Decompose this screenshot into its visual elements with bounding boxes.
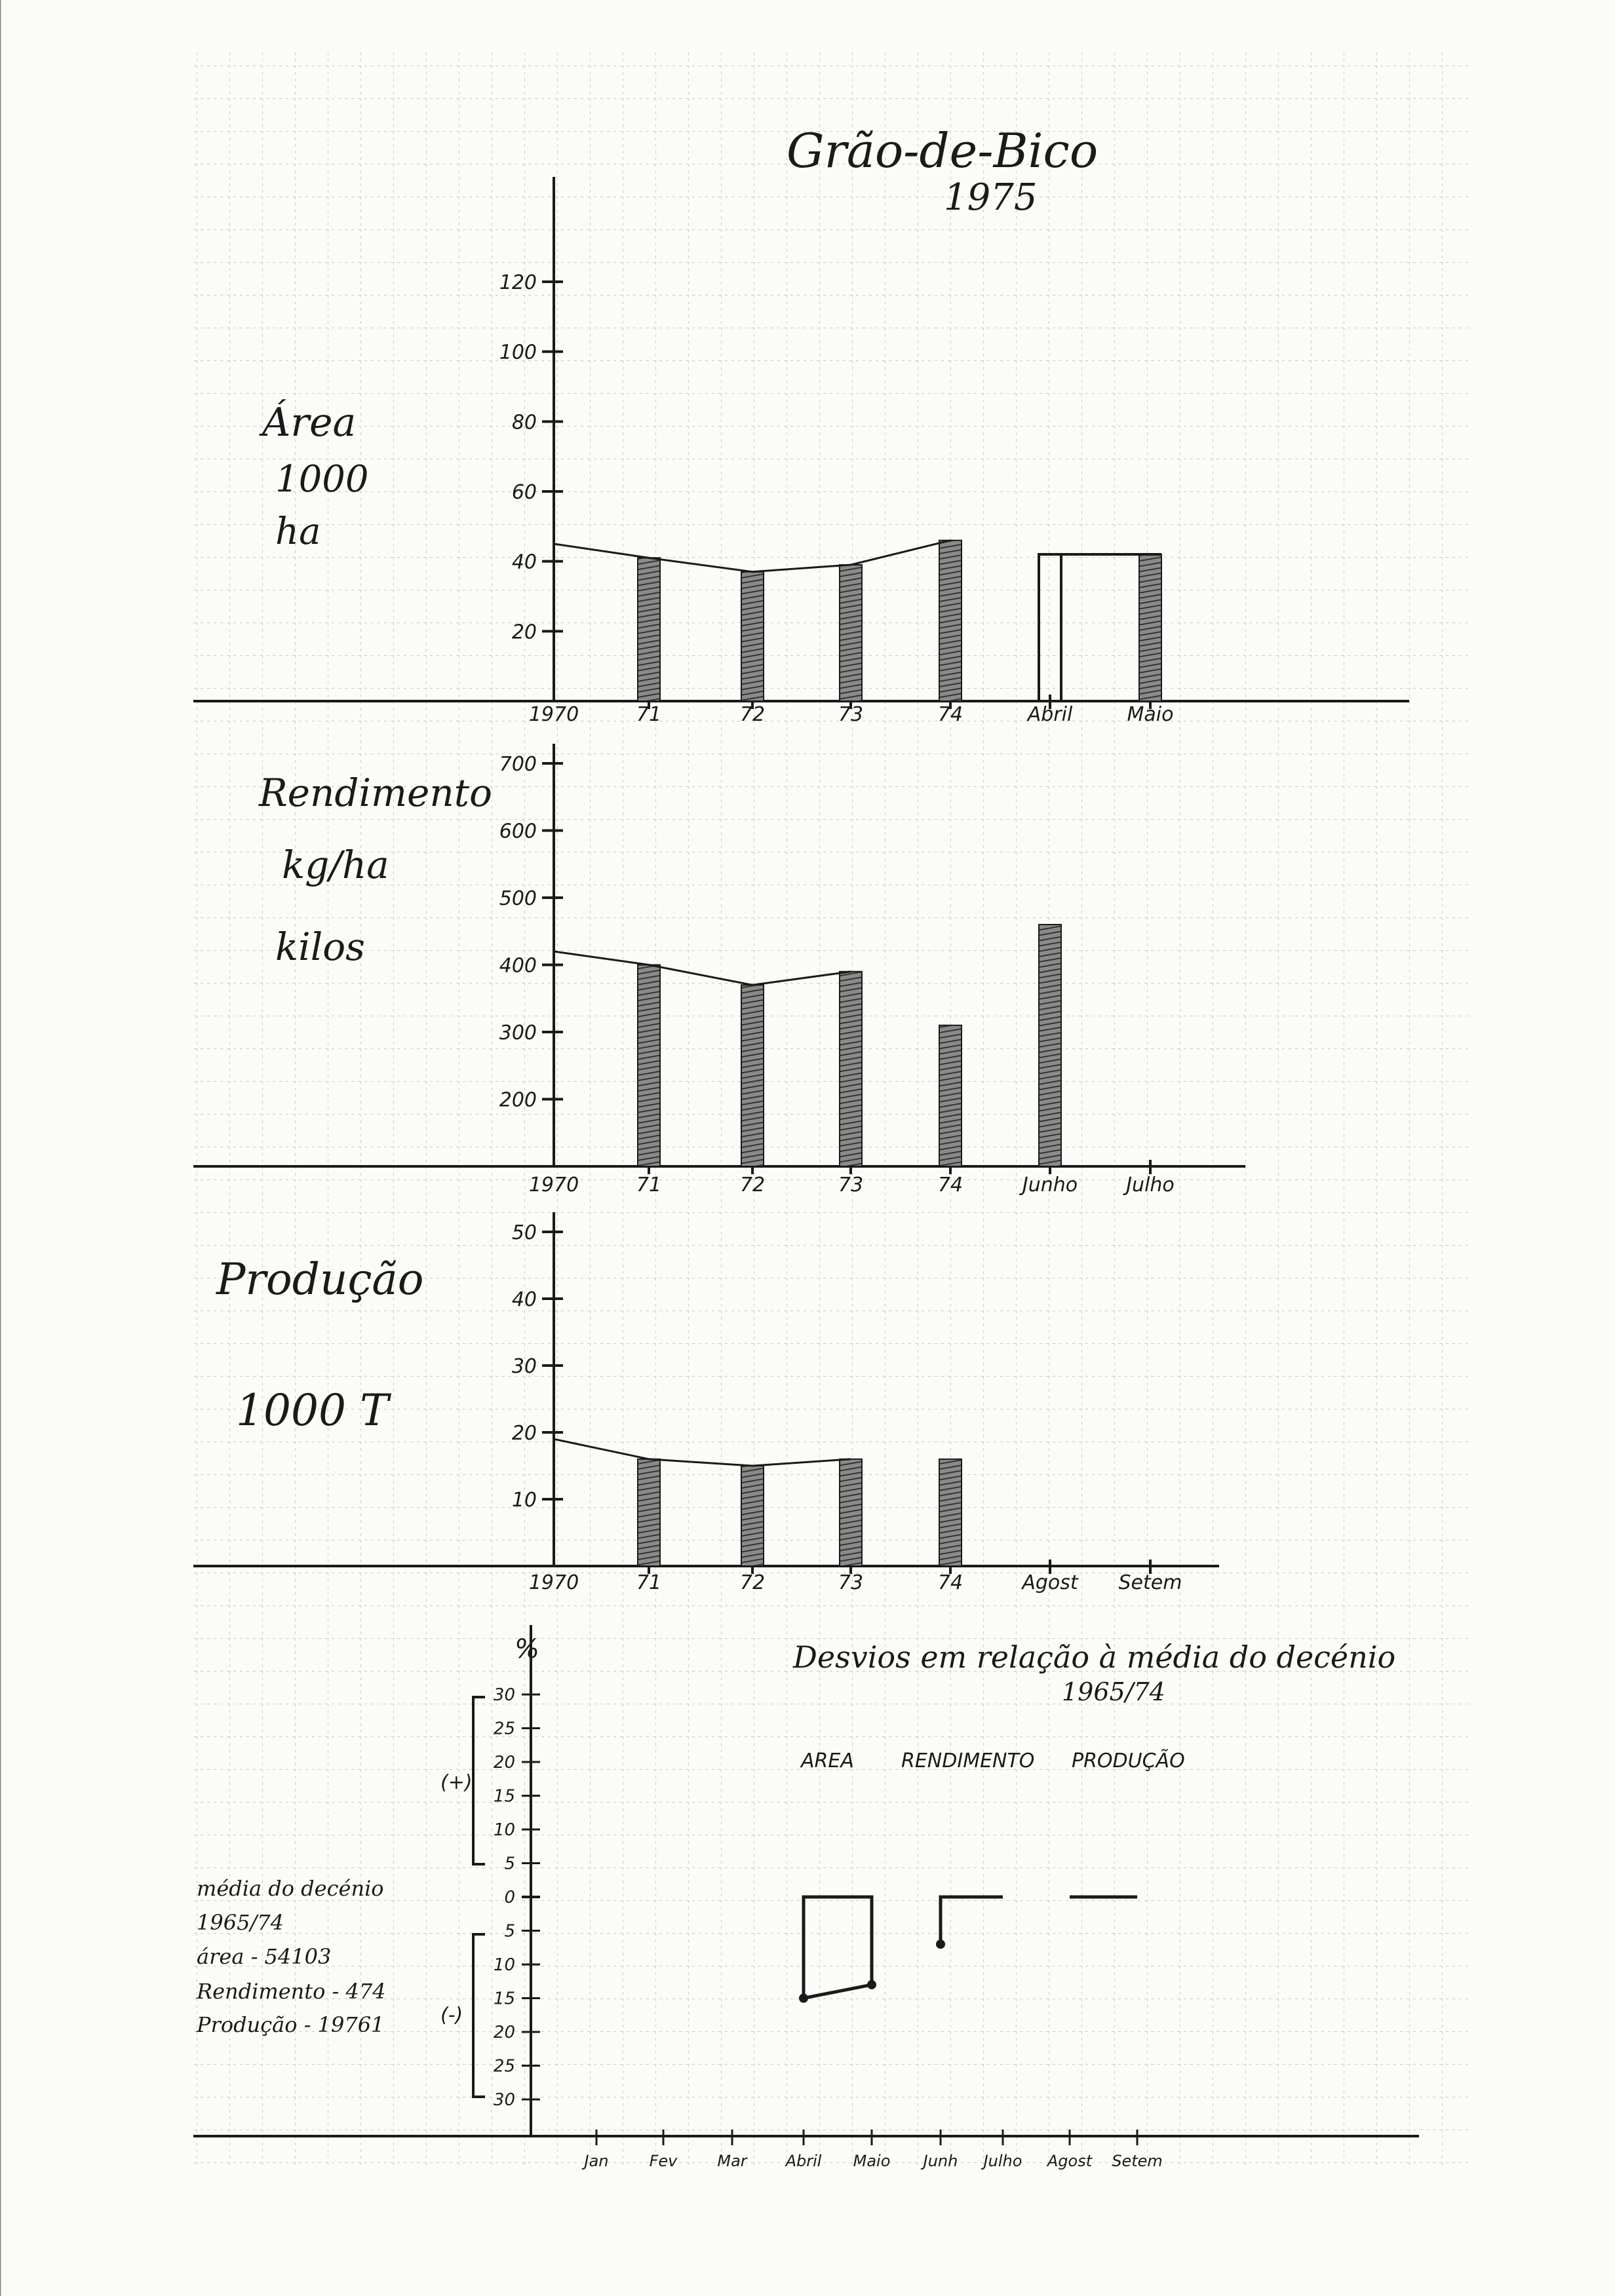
rendimento-y-tick-label: 300	[499, 1022, 537, 1044]
col-header-producao: PRODUÇÃO	[1072, 1750, 1185, 1772]
producao-x-tick-label: 71	[636, 1571, 662, 1594]
rendimento-bar	[1039, 925, 1061, 1166]
desvios-axis-unit: %	[515, 1634, 540, 1664]
note-line: 1965/74	[197, 1910, 284, 1935]
producao-x-tick-label: 73	[838, 1571, 864, 1594]
area-x-tick-label: 74	[937, 703, 963, 726]
rendimento-x-tick-label: 72	[739, 1174, 766, 1196]
area-y-tick-label: 60	[511, 481, 537, 504]
desvios-y-tick-label: 25	[493, 2056, 515, 2076]
rendimento-x-tick-label: 74	[937, 1174, 963, 1196]
desvios-x-tick-label: Mar	[717, 2152, 747, 2170]
note-line: Rendimento - 474	[197, 1979, 386, 2004]
producao-bar	[741, 1466, 764, 1566]
producao-y-tick-label: 30	[511, 1355, 537, 1378]
area-x-tick-label: 72	[739, 703, 766, 726]
area-x-tick-label: 73	[838, 703, 864, 726]
producao-y-tick-label: 40	[511, 1288, 537, 1311]
desvios-x-tick-label: Maio	[853, 2152, 891, 2170]
rendimento-bar	[840, 972, 862, 1166]
producao-y-tick-label: 20	[511, 1422, 537, 1445]
desvios-y-tick-label: 20	[493, 1753, 515, 1772]
note-line: área - 54103	[197, 1944, 332, 1969]
rendimento-y-tick-label: 700	[499, 753, 537, 776]
area-x-tick-label: Maio	[1127, 703, 1174, 726]
rendimento-x-tick-label: 1970	[528, 1174, 579, 1196]
producao-bar	[638, 1459, 660, 1566]
area-bar	[939, 541, 962, 701]
col-header-area: AREA	[801, 1750, 854, 1772]
rend-label-line: Rendimento	[259, 771, 492, 815]
page-title: Grão-de-Bico	[787, 123, 1099, 178]
desvios-y-tick-label: 10	[493, 1820, 515, 1840]
desvios-x-tick-label: Agost	[1047, 2152, 1093, 2170]
desvios-x-tick-label: Jan	[584, 2152, 609, 2170]
minus-bracket-label: (-)	[440, 2004, 463, 2027]
area-y-tick-label: 20	[511, 621, 537, 644]
desvios-y-tick-label: 15	[493, 1989, 515, 2009]
producao-y-tick-label: 10	[511, 1489, 537, 1512]
area-y-tick-label: 40	[511, 550, 537, 574]
rendimento-bar	[741, 985, 764, 1166]
desvios-point-rendimento	[936, 1940, 945, 1949]
page-year: 1975	[944, 176, 1038, 219]
desvios-y-tick-label: 25	[493, 1719, 515, 1739]
producao-x-tick-label: 74	[937, 1571, 963, 1594]
desvios-x-tick-label: Abril	[785, 2152, 822, 2170]
rendimento-y-tick-label: 500	[499, 887, 537, 910]
area-label-line: Área	[262, 400, 357, 446]
desvios-point-area	[799, 1994, 808, 2003]
area-y-tick-label: 120	[499, 271, 537, 294]
area-y-tick-label: 100	[499, 341, 537, 364]
area-label-line: ha	[275, 510, 321, 553]
graph-paper-grid	[190, 52, 1468, 2169]
producao-x-tick-label: Setem	[1118, 1571, 1182, 1594]
prod-label-line: 1000 T	[236, 1385, 389, 1436]
desvios-y-tick-label: 10	[493, 1955, 515, 1975]
producao-bar	[939, 1459, 962, 1566]
area-label-line: 1000	[275, 458, 369, 501]
desvios-point-area	[867, 1980, 876, 1989]
producao-x-tick-label: 1970	[528, 1571, 579, 1594]
rendimento-bar	[638, 965, 660, 1167]
col-header-rendimento: RENDIMENTO	[901, 1750, 1035, 1772]
rendimento-x-tick-label: Julho	[1126, 1174, 1175, 1196]
desvios-x-tick-label: Junh	[923, 2152, 958, 2170]
desvios-x-tick-label: Julho	[983, 2152, 1022, 2170]
area-x-tick-label: 71	[636, 703, 662, 726]
rendimento-y-tick-label: 200	[499, 1088, 537, 1112]
area-bar	[638, 558, 660, 701]
desvios-y-tick-label: 30	[493, 2090, 515, 2110]
note-line: média do decénio	[197, 1876, 384, 1901]
producao-x-tick-label: 72	[739, 1571, 766, 1594]
area-bar	[840, 565, 862, 701]
area-y-tick-label: 80	[511, 411, 537, 434]
rendimento-y-tick-label: 400	[499, 954, 537, 978]
desvios-x-tick-label: Setem	[1112, 2152, 1163, 2170]
area-x-tick-label: Abril	[1027, 703, 1073, 726]
rendimento-x-tick-label: 73	[838, 1174, 864, 1196]
rend-label-line: kilos	[275, 925, 365, 969]
desvios-y-tick-label: 30	[493, 1685, 515, 1705]
rend-label-line: kg/ha	[282, 843, 389, 887]
note-line: Produção - 19761	[197, 2012, 385, 2037]
rendimento-x-tick-label: 71	[636, 1174, 662, 1196]
rendimento-x-tick-label: Junho	[1022, 1174, 1078, 1196]
rendimento-bar	[939, 1025, 962, 1166]
desvios-y-tick-label: 20	[493, 2023, 515, 2042]
desvios-title: Desvios em relação à média do decénio	[793, 1639, 1396, 1675]
plus-bracket-label: (+)	[440, 1771, 473, 1794]
desvios-zero-label: 0	[504, 1888, 515, 1907]
area-x-tick-label: 1970	[528, 703, 579, 726]
producao-x-tick-label: Agost	[1022, 1571, 1078, 1594]
producao-bar	[840, 1459, 862, 1566]
desvios-y-tick-label: 5	[504, 1921, 515, 1942]
area-bar	[1139, 554, 1161, 701]
desvios-x-tick-label: Fev	[649, 2152, 678, 2170]
rendimento-y-tick-label: 600	[499, 820, 537, 843]
area-bar	[741, 572, 764, 701]
desvios-subtitle: 1965/74	[1062, 1677, 1165, 1706]
desvios-y-tick-label: 15	[493, 1786, 515, 1807]
desvios-y-tick-label: 5	[504, 1854, 515, 1874]
producao-y-tick-label: 50	[511, 1221, 537, 1244]
prod-label-line: Produção	[216, 1254, 424, 1305]
